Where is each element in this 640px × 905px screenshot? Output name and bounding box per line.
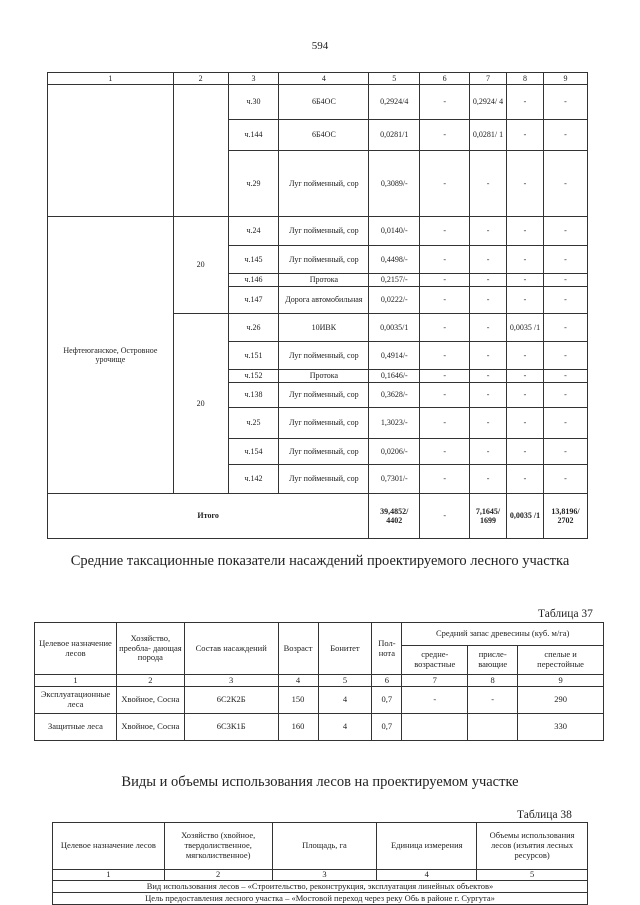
cell-c9: - xyxy=(543,465,587,494)
column-number: 2 xyxy=(164,870,272,881)
column-number: 6 xyxy=(372,675,402,687)
header-stock: Средний запас древесины (куб. м/га) xyxy=(402,623,604,646)
cell-c8: - xyxy=(507,370,544,383)
cell-c3: ч.145 xyxy=(228,246,279,274)
column-number: 4 xyxy=(279,73,369,85)
cell-c4: Луг пойменный, сор xyxy=(279,217,369,246)
cell-c8 xyxy=(468,714,518,741)
column-number: 8 xyxy=(468,675,518,687)
cell-c8: - xyxy=(468,687,518,714)
column-number: 2 xyxy=(116,675,184,687)
cell-c3: ч.24 xyxy=(228,217,279,246)
cell-c3: ч.146 xyxy=(228,274,279,287)
cell-c4: Луг пойменный, сор xyxy=(279,439,369,465)
taxation-table xyxy=(34,622,604,741)
cell-c4: Луг пойменный, сор xyxy=(279,151,369,217)
cell-c8: - xyxy=(507,439,544,465)
column-number: 7 xyxy=(402,675,468,687)
column-number: 9 xyxy=(543,73,587,85)
table-row xyxy=(35,687,604,714)
cell-c8: - xyxy=(507,151,544,217)
cell-c9: - xyxy=(543,408,587,439)
location-blank-cell xyxy=(48,85,174,217)
cell-c8: - xyxy=(507,465,544,494)
cell-c7 xyxy=(402,714,468,741)
cell-c8: - xyxy=(507,342,544,370)
header-age: Возраст xyxy=(278,623,318,675)
header-purpose: Целевое назначение лесов xyxy=(35,623,117,675)
total-c5: 39,4852/ 4402 xyxy=(369,494,420,539)
cell-c6: - xyxy=(420,314,470,342)
total-label: Итого xyxy=(48,494,369,539)
cell-c4: 6Б4ОС xyxy=(279,85,369,120)
table-row xyxy=(35,714,604,741)
cell-c5: 0,1646/- xyxy=(369,370,420,383)
cell-c6: 0,7 xyxy=(372,714,402,741)
cell-c4: Луг пойменный, сор xyxy=(279,342,369,370)
cell-c7: - xyxy=(470,246,507,274)
cell-c6: - xyxy=(420,465,470,494)
cell-c4: Луг пойменный, сор xyxy=(279,383,369,408)
header-composition: Состав насаждений xyxy=(184,623,278,675)
table-37-caption: Таблица 37 xyxy=(538,608,593,620)
column-number: 8 xyxy=(507,73,544,85)
cell-c8: - xyxy=(507,246,544,274)
cell-c3: ч.152 xyxy=(228,370,279,383)
cell-c9: - xyxy=(543,314,587,342)
cell-c4: 160 xyxy=(278,714,318,741)
cell-c5: 0,7301/- xyxy=(369,465,420,494)
page-number: 594 xyxy=(311,40,329,52)
header-bonitet: Бонитет xyxy=(318,623,372,675)
cell-c9: - xyxy=(543,287,587,314)
header-unit: Единица измерения xyxy=(377,823,477,870)
cell-c7: - xyxy=(470,383,507,408)
cell-c4: Луг пойменный, сор xyxy=(279,246,369,274)
cell-c3: ч.26 xyxy=(228,314,279,342)
cell-c4: 150 xyxy=(278,687,318,714)
header-purpose: Целевое назначение лесов xyxy=(53,823,165,870)
cell-c9: 290 xyxy=(518,687,604,714)
cell-c7: 0,0281/ 1 xyxy=(470,120,507,151)
header-species: Хозяйство, преобла- дающая порода xyxy=(116,623,184,675)
cell-c3: ч.144 xyxy=(228,120,279,151)
column-number: 3 xyxy=(272,870,377,881)
cell-c9: - xyxy=(543,383,587,408)
cell-c5: 0,3628/- xyxy=(369,383,420,408)
cell-c9: 330 xyxy=(518,714,604,741)
table-38-caption: Таблица 38 xyxy=(517,809,572,821)
column-number-row xyxy=(53,870,588,881)
cell-c7: - xyxy=(470,274,507,287)
quarter-cell: 20 xyxy=(173,217,228,314)
header-area: Площадь, га xyxy=(272,823,377,870)
cell-c5: 0,4914/- xyxy=(369,342,420,370)
cell-c9: - xyxy=(543,274,587,287)
total-c8: 0,0035 /1 xyxy=(507,494,544,539)
cell-c5: 0,0281/1 xyxy=(369,120,420,151)
cell-c6: - xyxy=(420,217,470,246)
total-c9: 13,8196/ 2702 xyxy=(543,494,587,539)
column-number: 5 xyxy=(477,870,588,881)
column-number: 4 xyxy=(377,870,477,881)
cell-c7: - xyxy=(470,370,507,383)
cell-c5: 0,0140/- xyxy=(369,217,420,246)
usage-type-row: Вид использования лесов – «Строительство, реконструкция, эксплуатация линейных объектов» xyxy=(53,881,588,893)
cell-c9: - xyxy=(543,342,587,370)
cell-c4: Протока xyxy=(279,274,369,287)
cell-c7: - xyxy=(470,408,507,439)
cell-c6: - xyxy=(420,408,470,439)
header-volume: Объемы использования лесов (изъятия лесных ресурсов) xyxy=(477,823,588,870)
column-number: 1 xyxy=(35,675,117,687)
usage-table xyxy=(52,822,588,905)
cell-c4: Протока xyxy=(279,370,369,383)
cell-c3: ч.29 xyxy=(228,151,279,217)
cell-c3: ч.30 xyxy=(228,85,279,120)
table-row xyxy=(48,85,588,120)
section-heading-usage: Виды и объемы использования лесов на проектируемом участке xyxy=(121,774,519,790)
cell-c5: 0,4498/- xyxy=(369,246,420,274)
cell-c5: 0,0035/1 xyxy=(369,314,420,342)
cell-c7: - xyxy=(470,217,507,246)
column-number-row xyxy=(35,675,604,687)
cell-c6: - xyxy=(420,274,470,287)
cell-c3: ч.147 xyxy=(228,287,279,314)
column-number: 9 xyxy=(518,675,604,687)
cell-c5: 0,3089/- xyxy=(369,151,420,217)
cell-c9: - xyxy=(543,217,587,246)
column-number: 4 xyxy=(278,675,318,687)
allotment-table xyxy=(47,72,588,539)
header-density: Пол- нота xyxy=(372,623,402,675)
cell-c8: - xyxy=(507,217,544,246)
cell-c6: - xyxy=(420,151,470,217)
cell-c5: 0,2157/- xyxy=(369,274,420,287)
cell-c8: - xyxy=(507,85,544,120)
cell-c6: - xyxy=(420,370,470,383)
cell-c5: 1,3023/- xyxy=(369,408,420,439)
cell-c9: - xyxy=(543,151,587,217)
column-number: 5 xyxy=(369,73,420,85)
cell-c6: - xyxy=(420,383,470,408)
quarter-blank-cell xyxy=(173,85,228,217)
cell-c8: - xyxy=(507,408,544,439)
column-number: 7 xyxy=(470,73,507,85)
cell-c7: - xyxy=(470,439,507,465)
column-number: 6 xyxy=(420,73,470,85)
cell-c4: Дорога автомобильная xyxy=(279,287,369,314)
cell-c9: - xyxy=(543,85,587,120)
cell-c6: - xyxy=(420,246,470,274)
total-c6: - xyxy=(420,494,470,539)
column-number-row xyxy=(48,73,588,85)
header-farm: Хозяйство (хвойное, твердолиственное, мягколиственное) xyxy=(164,823,272,870)
cell-c3: 6С3К1Б xyxy=(184,714,278,741)
location-cell: Нефтеюганское, Островное урочище xyxy=(48,217,174,494)
cell-c5: 4 xyxy=(318,687,372,714)
cell-c4: 10ИВК xyxy=(279,314,369,342)
cell-c7: - xyxy=(470,151,507,217)
cell-c6: 0,7 xyxy=(372,687,402,714)
cell-c5: 0,0222/- xyxy=(369,287,420,314)
cell-c4: Луг пойменный, сор xyxy=(279,465,369,494)
cell-c8: - xyxy=(507,274,544,287)
cell-c9: - xyxy=(543,246,587,274)
quarter-cell: 20 xyxy=(173,314,228,494)
cell-c5: 0,2924/4 xyxy=(369,85,420,120)
cell-c7: - xyxy=(470,314,507,342)
cell-c8: - xyxy=(507,287,544,314)
total-c7: 7,1645/ 1699 xyxy=(470,494,507,539)
cell-c3: ч.142 xyxy=(228,465,279,494)
cell-c7: - xyxy=(470,342,507,370)
column-number: 1 xyxy=(53,870,165,881)
cell-c4: Луг пойменный, сор xyxy=(279,408,369,439)
cell-c8: 0,0035 /1 xyxy=(507,314,544,342)
table-row xyxy=(48,217,588,246)
cell-c2: Хвойное, Сосна xyxy=(116,714,184,741)
cell-c3: ч.154 xyxy=(228,439,279,465)
cell-c1: Защитные леса xyxy=(35,714,117,741)
column-number: 1 xyxy=(48,73,174,85)
section-heading-taxation: Средние таксационные показатели насаждений проектируемого лесного участка xyxy=(70,553,570,569)
cell-c2: Хвойное, Сосна xyxy=(116,687,184,714)
cell-c8: - xyxy=(507,383,544,408)
cell-c6: - xyxy=(420,439,470,465)
cell-c7: - xyxy=(470,465,507,494)
column-number: 5 xyxy=(318,675,372,687)
header-stock-approach: присле- вающие xyxy=(468,646,518,675)
column-number: 3 xyxy=(228,73,279,85)
cell-c5: 0,0206/- xyxy=(369,439,420,465)
cell-c3: ч.138 xyxy=(228,383,279,408)
cell-c8: - xyxy=(507,120,544,151)
purpose-row: Цель предоставления лесного участка – «Мостовой переход через реку Обь в районе г. Сургута» xyxy=(53,893,588,905)
cell-c3: ч.151 xyxy=(228,342,279,370)
cell-c9: - xyxy=(543,370,587,383)
cell-c4: 6Б4ОС xyxy=(279,120,369,151)
cell-c6: - xyxy=(420,287,470,314)
total-row xyxy=(48,494,588,539)
cell-c9: - xyxy=(543,120,587,151)
column-number: 3 xyxy=(184,675,278,687)
cell-c3: 6С2К2Б xyxy=(184,687,278,714)
cell-c6: - xyxy=(420,85,470,120)
cell-c5: 4 xyxy=(318,714,372,741)
cell-c7: - xyxy=(470,287,507,314)
cell-c7: - xyxy=(402,687,468,714)
cell-c3: ч.25 xyxy=(228,408,279,439)
header-stock-mature: спелые и перестойные xyxy=(518,646,604,675)
column-number: 2 xyxy=(173,73,228,85)
cell-c1: Эксплуатационные леса xyxy=(35,687,117,714)
cell-c6: - xyxy=(420,342,470,370)
header-stock-mid: средне- возрастные xyxy=(402,646,468,675)
cell-c7: 0,2924/ 4 xyxy=(470,85,507,120)
cell-c9: - xyxy=(543,439,587,465)
cell-c6: - xyxy=(420,120,470,151)
